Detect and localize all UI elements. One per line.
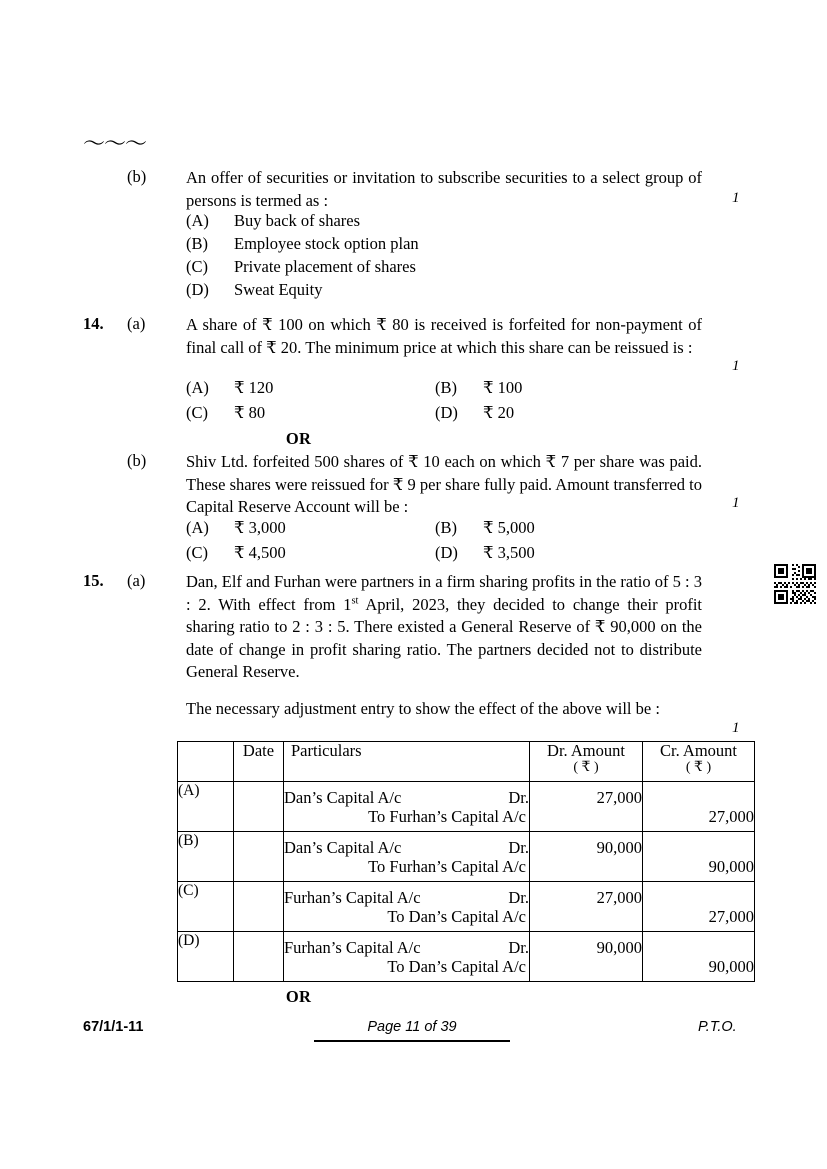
question-14b-option-b-text[interactable]: ₹ 5,000: [483, 518, 535, 537]
question-14a-option-b-text[interactable]: ₹ 100: [483, 378, 523, 397]
question-14-number: 14.: [83, 314, 104, 333]
question-14b-text: Shiv Ltd. forfeited 500 shares of ₹ 10 each on which ₹ 7 per share was paid. These shares were reissued for ₹ 9 per share fully paid. Amount transferred to Capital Reserve Account will be :: [186, 452, 702, 517]
row-cr-amount: [643, 832, 755, 882]
footer-page-number: Page 11 of 39: [367, 1019, 457, 1035]
debit-account: Furhan’s Capital A/c: [284, 938, 421, 957]
row-dr-amount: [530, 782, 643, 832]
row-option-label: (D): [178, 932, 234, 982]
question-13b-option-c-text[interactable]: Private placement of shares: [234, 257, 416, 276]
dr-amount-value: 90,000: [596, 838, 642, 857]
question-15a-instruction: The necessary adjustment entry to show the effect of the above will be :: [186, 699, 660, 718]
question-13b-option-b-label: (B): [186, 234, 208, 253]
footer-paper-code: 67/1/1-11: [83, 1019, 144, 1035]
question-13b-text: An offer of securities or invitation to subscribe securities to a select group of persons is termed as :: [186, 168, 702, 210]
row-dr-amount: [530, 832, 643, 882]
footer-divider: [314, 1040, 510, 1042]
credit-account: To Furhan’s Capital A/c: [368, 857, 526, 876]
question-14b-option-b-label: (B): [435, 518, 457, 537]
question-14a-part-label: (a): [127, 314, 146, 333]
dr-amount-value: 27,000: [596, 788, 642, 807]
debit-marker: Dr.: [508, 838, 529, 857]
question-14b-option-c-label: (C): [186, 543, 208, 562]
question-15a-paragraph: [186, 571, 702, 684]
question-15a-para-part2: April, 2023, they decided to change their profit sharing ratio to 2 : 3 : 5. There existed a General Reserve of ₹ 90,000 on the date of change in profit sharing ratio. The partners decided not to distribute General Reserve.: [186, 594, 703, 682]
row-dr-amount: [530, 932, 643, 982]
question-13b-option-a-text[interactable]: Buy back of shares: [234, 211, 361, 230]
dr-amount-value: 27,000: [596, 888, 642, 907]
header-dr-amount-label: Dr. Amount: [547, 741, 625, 760]
header-cr-currency: ( ₹ ): [685, 760, 712, 775]
cr-amount-value: 27,000: [708, 907, 754, 926]
row-particulars: [284, 932, 530, 982]
question-14a-marks: 1: [732, 358, 740, 374]
credit-account: To Dan’s Capital A/c: [387, 957, 526, 976]
question-13b-option-d-label: (D): [186, 280, 209, 299]
header-option: [178, 742, 234, 782]
question-15a-para-part1: Dan, Elf and Furhan were partners in a firm sharing profits in the ratio of 5 : 3 : 2. With effect from 1: [186, 572, 702, 614]
header-dr-amount: [530, 742, 643, 782]
debit-marker: Dr.: [508, 788, 529, 807]
debit-marker: Dr.: [508, 938, 529, 957]
question-14b-marks: 1: [732, 495, 740, 511]
row-date: [234, 832, 284, 882]
row-date: [234, 882, 284, 932]
question-14a-option-b-label: (B): [435, 378, 457, 397]
question-14a-option-a-label: (A): [186, 378, 209, 397]
table-header-row: [178, 742, 755, 782]
question-14a-option-d-text[interactable]: ₹ 20: [483, 403, 515, 422]
header-cr-amount-label: Cr. Amount: [659, 741, 737, 760]
footer-pto-label: P.T.O.: [698, 1019, 737, 1035]
question-13b-marks: 1: [732, 190, 740, 206]
row-particulars: [284, 832, 530, 882]
row-cr-amount: [643, 932, 755, 982]
table-row[interactable]: [178, 882, 755, 932]
row-option-label: (B): [178, 832, 234, 882]
row-date: [234, 782, 284, 832]
qr-code-icon: [772, 562, 818, 606]
cr-amount-value: 90,000: [708, 857, 754, 876]
header-particulars: Particulars: [284, 742, 530, 782]
question-13b-option-c-label: (C): [186, 257, 208, 276]
question-14a-text: A share of ₹ 100 on which ₹ 80 is received is forfeited for non-payment of final call of ₹ 20. The minimum price at which this share can be reissued is :: [186, 315, 702, 357]
header-dr-currency: ( ₹ ): [573, 760, 599, 775]
question-13b-part-label: (b): [127, 167, 147, 186]
question-15a-part-label: (a): [127, 571, 146, 590]
credit-account: To Dan’s Capital A/c: [387, 907, 526, 926]
question-15-number: 15.: [83, 571, 104, 590]
question-15a-marks: 1: [732, 720, 740, 736]
row-cr-amount: [643, 882, 755, 932]
question-13b-option-b-text[interactable]: Employee stock option plan: [234, 234, 419, 253]
cr-amount-value: 90,000: [708, 957, 754, 976]
ordinal-suffix: st: [351, 595, 359, 607]
row-date: [234, 932, 284, 982]
row-particulars: [284, 782, 530, 832]
journal-entry-options-table: [177, 741, 755, 982]
debit-account: Dan’s Capital A/c: [284, 788, 402, 807]
table-row[interactable]: [178, 932, 755, 982]
question-14b-option-d-label: (D): [435, 543, 458, 562]
question-14b-part-label: (b): [127, 451, 147, 470]
question-14a-option-c-text[interactable]: ₹ 80: [234, 403, 266, 422]
debit-account: Dan’s Capital A/c: [284, 838, 402, 857]
question-14b-option-a-text[interactable]: ₹ 3,000: [234, 518, 286, 537]
question-14a-option-c-label: (C): [186, 403, 208, 422]
debit-account: Furhan’s Capital A/c: [284, 888, 421, 907]
question-14a-option-d-label: (D): [435, 403, 458, 422]
row-option-label: (C): [178, 882, 234, 932]
or-divider-2: OR: [285, 987, 312, 1006]
question-14b-option-c-text[interactable]: ₹ 4,500: [234, 543, 286, 562]
table-row[interactable]: [178, 832, 755, 882]
dr-amount-value: 90,000: [596, 938, 642, 957]
or-divider-1: OR: [285, 429, 312, 448]
debit-marker: Dr.: [508, 888, 529, 907]
question-14b-option-d-text[interactable]: ₹ 3,500: [483, 543, 535, 562]
question-13b-option-a-label: (A): [186, 211, 209, 230]
credit-account: To Furhan’s Capital A/c: [368, 807, 526, 826]
row-particulars: [284, 882, 530, 932]
table-row[interactable]: [178, 782, 755, 832]
header-date: Date: [234, 742, 284, 782]
row-dr-amount: [530, 882, 643, 932]
row-option-label: (A): [178, 782, 234, 832]
question-14b-option-a-label: (A): [186, 518, 209, 537]
question-14a-option-a-text[interactable]: ₹ 120: [234, 378, 274, 397]
squiggle-mark: 〜〜〜: [83, 131, 147, 156]
question-13b-option-d-text[interactable]: Sweat Equity: [234, 280, 323, 299]
row-cr-amount: [643, 782, 755, 832]
cr-amount-value: 27,000: [708, 807, 754, 826]
header-cr-amount: [643, 742, 755, 782]
